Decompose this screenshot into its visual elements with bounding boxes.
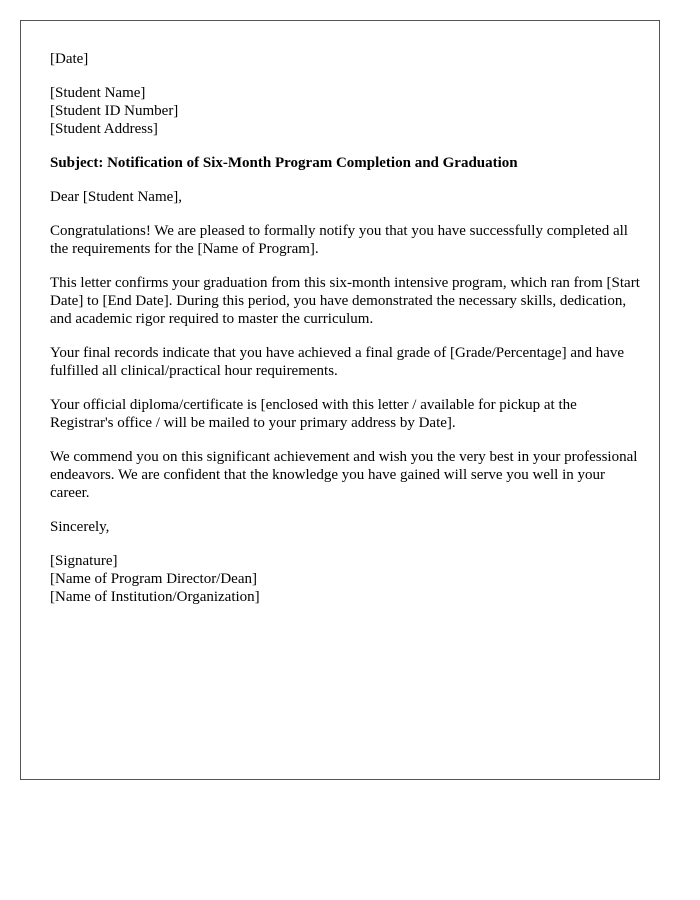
institution-name: [Name of Institution/Organization]: [50, 589, 260, 605]
letter-page: [20, 20, 660, 780]
recipient-address: [Student Address]: [50, 121, 158, 137]
date-block: [50, 50, 640, 68]
director-name: [Name of Program Director/Dean]: [50, 571, 257, 587]
letter-date: [Date]: [50, 51, 89, 67]
recipient-name: [Student Name]: [50, 85, 146, 101]
closing: Sincerely,: [50, 519, 110, 535]
paragraph-confirmation: This letter confirms your graduation from this six-month intensive program, which ran from [Start Date] to [End Date]. During this period, you have demonstrated the necessary skills, dedication, and academic rigor required to master the curriculum.: [50, 275, 640, 327]
paragraph-diploma: Your official diploma/certificate is [enclosed with this letter / available for pickup at the Registrar's office / will be mailed to your primary address by Date].: [50, 397, 577, 431]
letter-content: [50, 50, 640, 622]
paragraph-congratulations: Congratulations! We are pleased to formally notify you that you have successfully completed all the requirements for the [Name of Program].: [50, 223, 628, 257]
recipient-id: [Student ID Number]: [50, 103, 179, 119]
salutation: Dear [Student Name],: [50, 189, 183, 205]
paragraph-commendation: We commend you on this significant achievement and wish you the very best in your professional endeavors. We are confident that the knowledge you have gained will serve you well in your career.: [50, 449, 638, 501]
paragraph-final-records: Your final records indicate that you have achieved a final grade of [Grade/Percentage] and have fulfilled all clinical/practical hour requirements.: [50, 345, 625, 379]
signature-block: [50, 552, 640, 606]
signature-placeholder: [Signature]: [50, 553, 118, 569]
subject-line: Subject: Notification of Six-Month Program Completion and Graduation: [50, 155, 518, 171]
recipient-block: [50, 84, 640, 138]
